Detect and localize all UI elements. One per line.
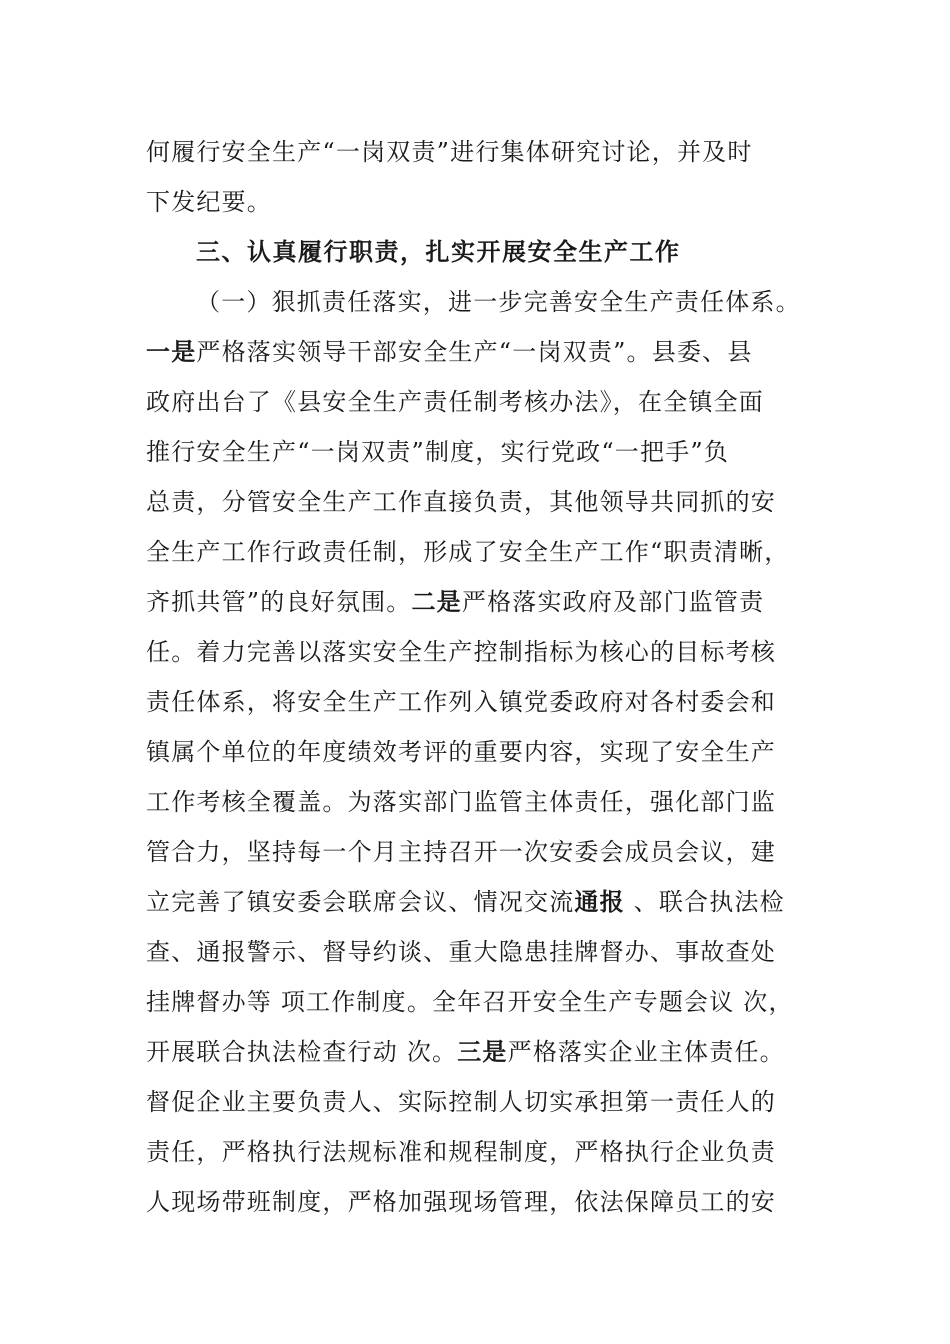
paragraph-line: 总责，分管安全生产工作直接负责，其他领导共同抓的安 [146, 488, 776, 516]
line-text: 开展联合执法检查行动 次。 [146, 1038, 458, 1066]
paragraph-line: 挂牌督办等 项工作制度。全年召开安全生产专题会议 次， [146, 988, 794, 1016]
paragraph-line: 任。着力完善以落实安全生产控制指标为核心的目标考核 [146, 638, 776, 666]
paragraph-line: 全生产工作行政责任制，形成了安全生产工作“职责清晰， [146, 538, 790, 566]
line-text: 严格落实领导干部安全生产“一岗双责”。县委、县 [196, 338, 753, 366]
paragraph-line: 工作考核全覆盖。为落实部门监管主体责任，强化部门监 [146, 788, 776, 816]
bold-marker: 一是 [146, 338, 197, 366]
paragraph-line [146, 336, 806, 368]
bold-text: 通报 [574, 888, 625, 916]
line-text: 立完善了镇安委会联席会议、情况交流 [146, 888, 575, 916]
paragraph-line: 推行安全生产“一岗双责”制度，实行党政“一把手”负 [146, 438, 730, 466]
paragraph-line: 何履行安全生产“一岗双责”进行集体研究讨论，并及时 [146, 138, 753, 166]
line-text: 严格落实政府及部门监管责 [461, 588, 765, 616]
bold-marker: 二是 [411, 588, 462, 616]
line-text: 齐抓共管”的良好氛围。 [146, 588, 412, 616]
bold-marker: 三是 [457, 1038, 508, 1066]
paragraph-line: 督促企业主要负责人、实际控制人切实承担第一责任人的 [146, 1088, 776, 1116]
section-heading: 三、认真履行职责，扎实开展安全生产工作 [196, 238, 681, 266]
paragraph-line [146, 586, 806, 618]
paragraph-line: 责任，严格执行法规标准和规程制度，严格执行企业负责 [146, 1138, 776, 1166]
paragraph-line [146, 1036, 806, 1068]
paragraph-line: 下发纪要。 [146, 188, 272, 216]
paragraph-line: 人现场带班制度，严格加强现场管理，依法保障员工的安 [146, 1188, 776, 1216]
paragraph-line [146, 886, 806, 918]
line-text: 严格落实企业主体责任。 [507, 1038, 785, 1066]
paragraph-line: 管合力，坚持每一个月主持召开一次安委会成员会议，建 [146, 838, 776, 866]
subsection-heading: （一）狠抓责任落实，进一步完善安全生产责任体系。 [196, 288, 801, 316]
paragraph-line: 责任体系，将安全生产工作列入镇党委政府对各村委会和 [146, 688, 776, 716]
paragraph-line: 查、通报警示、督导约谈、重大隐患挂牌督办、事故查处 [146, 938, 776, 966]
paragraph-line: 政府出台了《县安全生产责任制考核办法》，在全镇全面 [146, 388, 764, 416]
paragraph-line: 镇属个单位的年度绩效考评的重要内容，实现了安全生产 [146, 738, 776, 766]
line-text: 、联合执法检 [624, 888, 785, 916]
